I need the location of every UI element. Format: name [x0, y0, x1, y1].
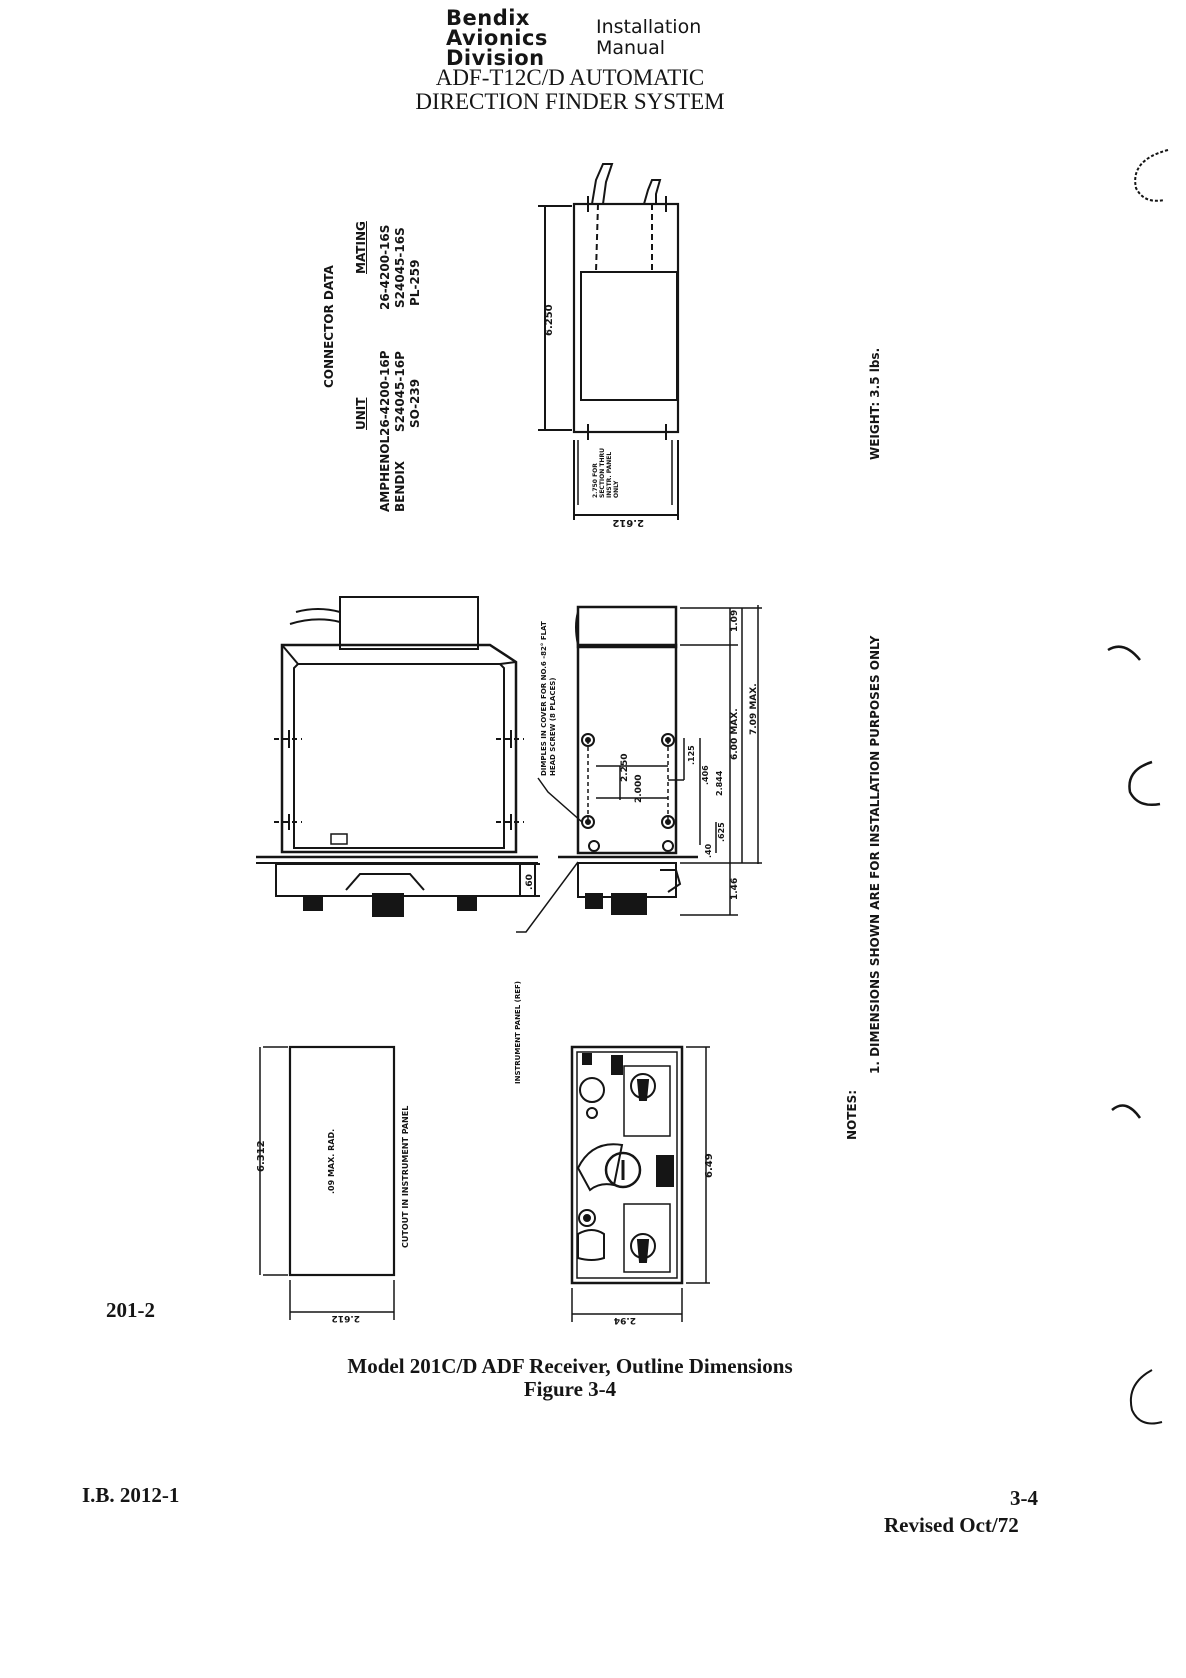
front-panel [572, 1047, 710, 1322]
manual-line-2: Manual [596, 37, 666, 59]
dim-6-49: 6.49 [704, 1153, 715, 1178]
dim-60-front: .60 [525, 874, 535, 890]
dim-6-250: 6.250 [544, 304, 555, 336]
brand-line-1: Bendix [446, 6, 530, 30]
dim-6-00-max: 6.00 MAX. [730, 708, 740, 760]
screw-note: DIMPLES IN COVER FOR NO.6 -82° FLAT HEAD SCREW (8 PLACES) [540, 621, 557, 776]
connector-unit-3: SO-239 [408, 378, 422, 428]
notes-label: NOTES: [845, 1089, 859, 1140]
dim-1-46: 1.46 [730, 877, 740, 900]
connector-unit-1: 26-4200-16P [378, 350, 392, 436]
dim-2-750-note: 2.750 FOR SECTION THRU INSTR. PANEL ONLY [592, 448, 620, 498]
dim-2-612-bottom: 2.612 [331, 1313, 360, 1323]
figure-caption [280, 1355, 860, 1401]
weight-label: WEIGHT: 3.5 lbs. [868, 347, 882, 460]
dim-2-612-top: 2.612 [612, 517, 644, 528]
dim-2-000: 2.000 [634, 774, 644, 803]
system-title-line-2: DIRECTION FINDER SYSTEM [415, 89, 725, 114]
scan-marks [1108, 150, 1168, 1424]
dim-1-09: 1.09 [730, 609, 740, 632]
connector-maker-bendix: BENDIX [393, 460, 407, 512]
caption-line-2: Figure 3-4 [523, 1377, 617, 1401]
page-number: 3-4 [1010, 1486, 1038, 1510]
dim-2-94: 2.94 [613, 1315, 636, 1325]
dim-2-844: 2.844 [715, 770, 724, 796]
revision: Revised Oct/72 [884, 1513, 1019, 1537]
connector-mating-1: 26-4200-16S [378, 224, 392, 310]
dim-2-250: 2.250 [620, 753, 630, 782]
caption-line-1: Model 201C/D ADF Receiver, Outline Dimensions [347, 1354, 793, 1378]
doc-id: I.B. 2012-1 [82, 1483, 180, 1507]
dim-125: .125 [687, 745, 696, 765]
connector-col-mating: MATING [354, 221, 368, 274]
radius-label: .09 MAX. RAD. [327, 1128, 336, 1194]
connector-mating-2: S24045-16S [393, 227, 407, 308]
system-title-line-1: ADF-T12C/D AUTOMATIC [435, 65, 705, 90]
dim-6-312: 6.312 [256, 1140, 267, 1172]
brand-line-2: Avionics [446, 26, 548, 50]
connector-col-unit: UNIT [354, 397, 368, 430]
dim-625: .625 [717, 822, 726, 842]
connector-maker-amphenol: AMPHENOL [378, 435, 392, 512]
brand-line-3: Division [446, 46, 545, 70]
connector-unit-2: S24045-16P [393, 351, 407, 432]
dim-40: .40 [704, 843, 713, 858]
manual-line-1: Installation [596, 16, 702, 38]
dim-406: .406 [701, 765, 710, 785]
note-1: 1. DIMENSIONS SHOWN ARE FOR INSTALLATION PURPOSES ONLY [868, 635, 882, 1074]
connector-title: CONNECTOR DATA [322, 265, 336, 388]
front-view [256, 597, 540, 916]
page-ref: 201-2 [106, 1298, 155, 1322]
dim-7-09-max: 7.09 MAX. [749, 683, 759, 735]
cutout-label: CUTOUT IN INSTRUMENT PANEL [401, 1105, 410, 1248]
instrument-panel-label: INSTRUMENT PANEL (REF) [514, 981, 522, 1084]
connector-mating-3: PL-259 [408, 259, 422, 306]
